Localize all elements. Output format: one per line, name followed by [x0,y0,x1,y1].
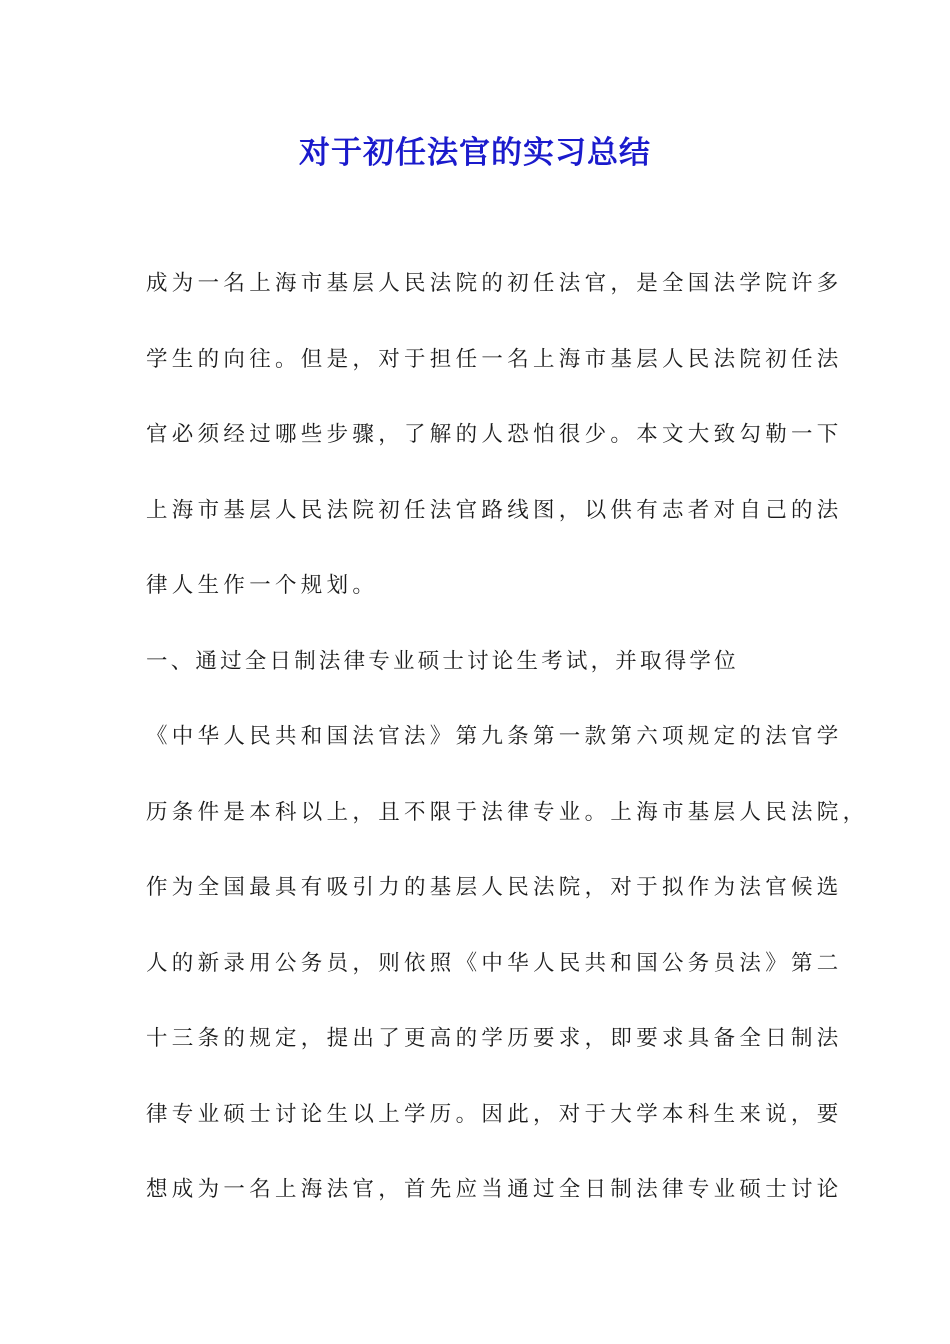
body-line: 十三条的规定，提出了更高的学历要求，即要求具备全日制法 [146,1026,843,1051]
document-title: 对于初任法官的实习总结 [299,135,651,171]
body-line: 作为全国最具有吸引力的基层人民法院，对于拟作为法官候选 [146,875,843,900]
body-line: 学生的向往。但是，对于担任一名上海市基层人民法院初任法 [146,346,843,372]
section-heading: 一、通过全日制法律专业硕士讨论生考试，并取得学位 [146,648,739,674]
body-line: 成为一名上海市基层人民法院的初任法官，是全国法学院许多 [146,271,843,296]
body-line: 官必须经过哪些步骤，了解的人恐怕很少。本文大致勾勒一下 [146,422,843,447]
body-line: 律人生作一个规划。 [146,573,379,598]
body-line: 上海市基层人民法院初任法官路线图，以供有志者对自己的法 [146,497,843,523]
body-line: 《中华人民共和国法官法》第九条第一款第六项规定的法官学 [146,724,843,749]
document-body [146,262,869,1244]
body-line: 人的新录用公务员，则依照《中华人民共和国公务员法》第二 [146,950,843,976]
body-line: 历条件是本科以上，且不限于法律专业。上海市基层人民法院， [146,799,869,825]
body-line: 想成为一名上海法官，首先应当通过全日制法律专业硕士讨论 [146,1177,843,1202]
body-line: 律专业硕士讨论生以上学历。因此，对于大学本科生来说，要 [146,1101,843,1127]
